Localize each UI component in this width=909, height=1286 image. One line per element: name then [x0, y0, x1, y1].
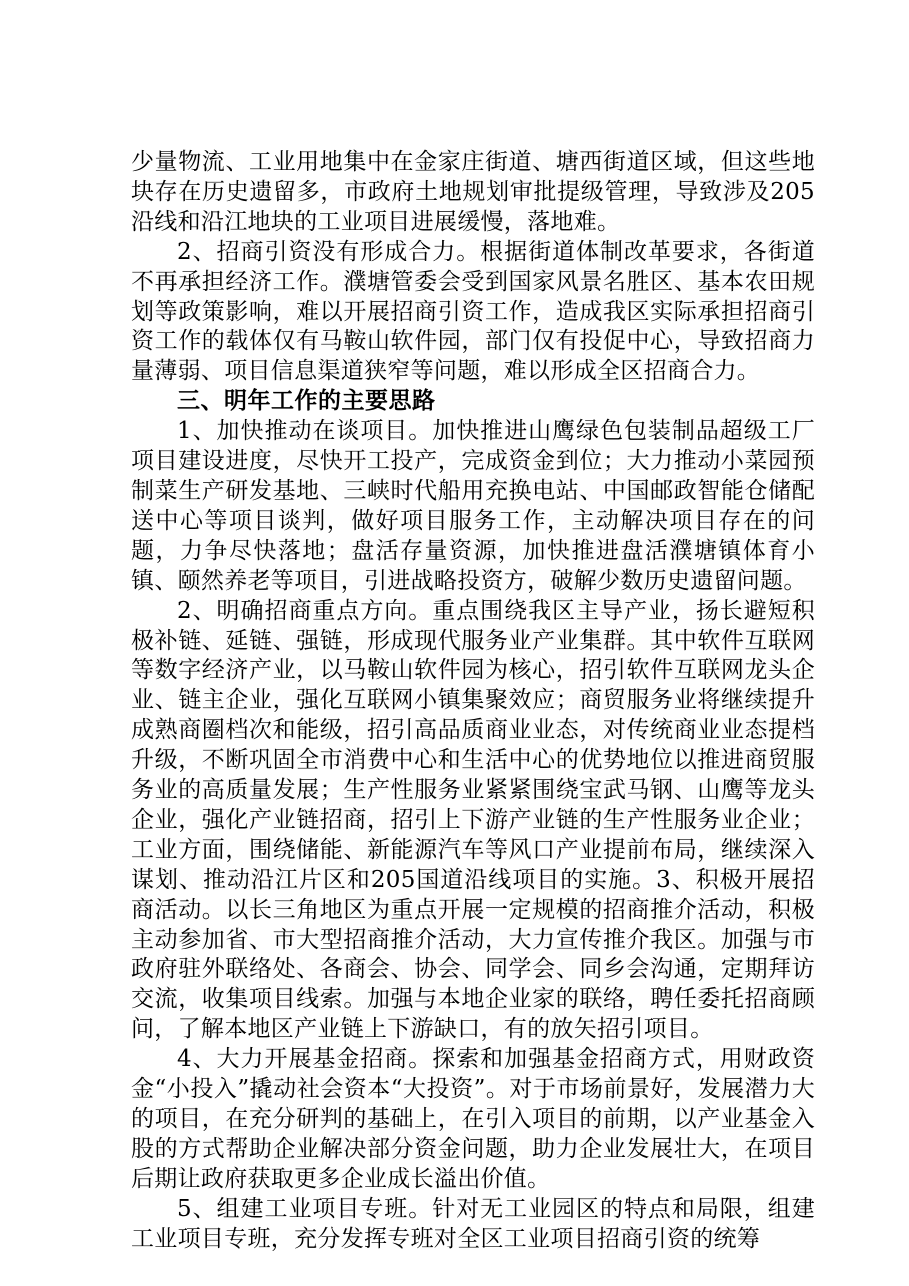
paragraph-item-2: 2、招商引资没有形成合力。根据街道体制改革要求，各街道不再承担经济工作。濮塘管委会受到国家风景名胜区、基本农田规划等政策影响，难以开展招商引资工作，造成我区实际承担招商引资工作的载体仅有马鞍山软件园，部门仅有投促中心，导致招商力量薄弱、项目信息渠道狭窄等问题，难以形成全区招商合力。 — [131, 238, 815, 385]
paragraph-item-1: 1、加快推动在谈项目。加快推进山鹰绿色包装制品超级工厂项目建设进度，尽快开工投产，完成资金到位；大力推动小菜园预制菜生产研发基地、三峡时代船用充换电站、中国邮政智能仓储配送中心等项目谈判，做好项目服务工作，主动解决项目存在的问题，力争尽快落地；盘活存量资源，加快推进盘活濮塘镇体育小镇、颐然养老等项目，引进战略投资方，破解少数历史遗留问题。 — [131, 418, 815, 594]
paragraph-continuation: 少量物流、工业用地集中在金家庄街道、塘西街道区域，但这些地块存在历史遗留多，市政府土地规划审批提级管理，导致涉及205沿线和沿江地块的工业项目进展缓慢，落地难。 — [131, 149, 815, 235]
section-heading: 三、明年工作的主要思路 — [177, 388, 436, 415]
paragraph-item-2-direction: 2、明确招商重点方向。重点围绕我区主导产业，扬长避短积极补链、延链、强链，形成现代服务业产业集群。其中软件互联网等数字经济产业，以马鞍山软件园为核心，招引软件互联网龙头企业、链主企业，强化互联网小镇集聚效应；商贸服务业将继续提升成熟商圈档次和能级，招引高品质商业业态，对传统商业业态提档升级，不断巩固全市消费中心和生活中心的优势地位以推进商贸服务业的高质量发展；生产性服务业紧紧围绕宝武马钢、山鹰等龙头企业，强化产业链招商，招引上下游产业链的生产性服务业企业；工业方面，围绕储能、新能源汽车等风口产业提前布局，继续深入谋划、推动沿江片区和205国道沿线项目的实施。3、积极开展招商活动。以长三角地区为重点开展一定规模的招商推介活动，积极主动参加省、市大型招商推介活动，大力宣传推介我区。加强与市政府驻外联络处、各商会、协会、同学会、同乡会沟通，定期拜访交流，收集项目线索。加强与本地企业家的联络，聘任委托招商顾问，了解本地区产业链上下游缺口，有的放矢招引项目。 — [131, 597, 815, 1043]
paragraph-item-5: 5、组建工业项目专班。针对无工业园区的特点和局限，组建工业项目专班，充分发挥专班对全区工业项目招商引资的统筹 — [131, 1195, 815, 1252]
document-body — [131, 148, 815, 1255]
paragraph-item-4: 4、大力开展基金招商。探索和加强基金招商方式，用财政资金“小投入”撬动社会资本“大投资”。对于市场前景好，发展潜力大的项目，在充分研判的基础上，在引入项目的前期，以产业基金入股的方式帮助企业解决部分资金问题，助力企业发展壮大，在项目后期让政府获取更多企业成长溢出价值。 — [131, 1046, 815, 1192]
